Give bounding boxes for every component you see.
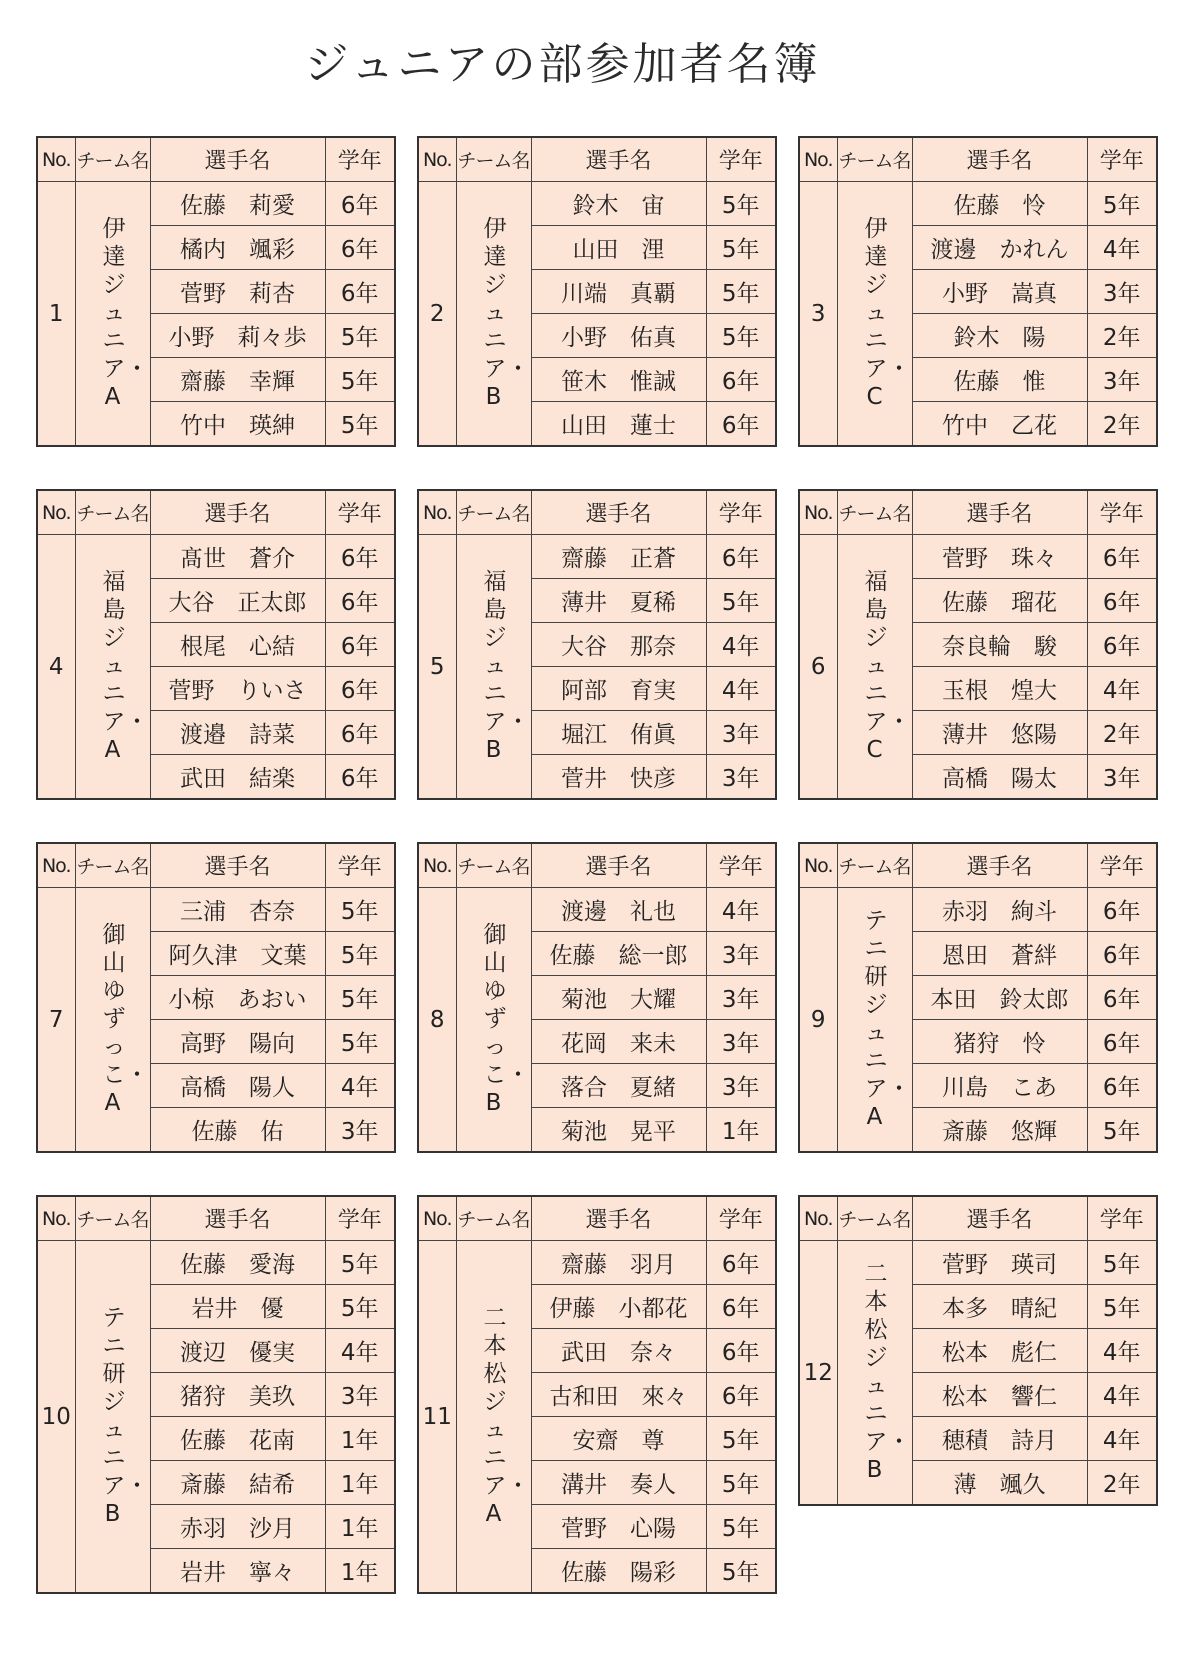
team-name-text: 福島ジュニア・B: [483, 569, 530, 764]
player-grade: 5年: [325, 1020, 395, 1064]
player-row: [799, 182, 1157, 226]
team-number: 11: [418, 1241, 456, 1594]
player-name: 佐藤 怜: [912, 182, 1087, 226]
header-row: [418, 843, 776, 888]
player-grade: 6年: [325, 579, 395, 623]
team-table: [417, 842, 777, 1153]
player-grade: 4年: [706, 667, 776, 711]
player-grade: 5年: [706, 270, 776, 314]
header-row: [799, 1196, 1157, 1241]
player-row: [799, 888, 1157, 932]
player-name: 武田 奈々: [531, 1329, 706, 1373]
player-name: 松本 響仁: [912, 1373, 1087, 1417]
team-name: [75, 888, 150, 1153]
header-no: No.: [37, 843, 75, 888]
player-name: 佐藤 莉愛: [150, 182, 325, 226]
header-team: チーム名: [456, 1196, 531, 1241]
header-team: チーム名: [456, 137, 531, 182]
team-number: 2: [418, 182, 456, 447]
player-name: 渡辺 優実: [150, 1329, 325, 1373]
team-table: [36, 489, 396, 800]
header-grade: 学年: [706, 137, 776, 182]
player-name: 佐藤 陽彩: [531, 1549, 706, 1594]
header-player: 選手名: [531, 490, 706, 535]
team-name: [837, 535, 912, 800]
player-grade: 6年: [1087, 535, 1157, 579]
player-grade: 5年: [325, 888, 395, 932]
player-row: [418, 1241, 776, 1285]
team-table: [36, 842, 396, 1153]
team-name: [837, 182, 912, 447]
player-name: 渡邊 かれん: [912, 226, 1087, 270]
header-player: 選手名: [912, 490, 1087, 535]
player-grade: 6年: [1087, 888, 1157, 932]
team-name-text: 福島ジュニア・C: [864, 569, 911, 764]
team-number: 7: [37, 888, 75, 1153]
player-grade: 6年: [706, 1329, 776, 1373]
player-name: 本田 鈴太郎: [912, 976, 1087, 1020]
team-name-text: 伊達ジュニア・A: [102, 216, 149, 411]
player-name: 赤羽 絢斗: [912, 888, 1087, 932]
player-grade: 3年: [706, 932, 776, 976]
header-row: [37, 843, 395, 888]
header-player: 選手名: [150, 137, 325, 182]
team-name-text: 御山ゆずっこ・A: [102, 922, 149, 1117]
roster-row: [36, 1195, 1166, 1594]
header-team: チーム名: [837, 490, 912, 535]
header-grade: 学年: [1087, 490, 1157, 535]
player-name: 三浦 杏奈: [150, 888, 325, 932]
header-player: 選手名: [531, 1196, 706, 1241]
team-name: [75, 535, 150, 800]
player-name: 齋藤 正蒼: [531, 535, 706, 579]
player-grade: 5年: [706, 579, 776, 623]
header-grade: 学年: [706, 490, 776, 535]
player-grade: 4年: [1087, 1329, 1157, 1373]
player-name: 猪狩 怜: [912, 1020, 1087, 1064]
player-grade: 5年: [325, 932, 395, 976]
header-player: 選手名: [912, 137, 1087, 182]
header-team: チーム名: [456, 490, 531, 535]
player-grade: 3年: [325, 1108, 395, 1153]
player-name: 玉根 煌大: [912, 667, 1087, 711]
player-name: 菊池 晃平: [531, 1108, 706, 1153]
header-player: 選手名: [150, 1196, 325, 1241]
header-row: [418, 1196, 776, 1241]
header-player: 選手名: [150, 490, 325, 535]
header-team: チーム名: [837, 843, 912, 888]
player-name: 笹木 惟誠: [531, 358, 706, 402]
team-number: 1: [37, 182, 75, 447]
player-grade: 6年: [706, 402, 776, 447]
player-grade: 5年: [325, 1241, 395, 1285]
player-name: 堀江 侑眞: [531, 711, 706, 755]
header-row: [799, 137, 1157, 182]
player-name: 竹中 瑛紳: [150, 402, 325, 447]
player-name: 根尾 心結: [150, 623, 325, 667]
player-name: 松本 彪仁: [912, 1329, 1087, 1373]
team-name-text: 伊達ジュニア・C: [864, 216, 911, 411]
player-name: 花岡 来未: [531, 1020, 706, 1064]
player-name: 奈良輪 駿: [912, 623, 1087, 667]
player-grade: 6年: [325, 755, 395, 800]
player-grade: 6年: [706, 535, 776, 579]
player-grade: 3年: [325, 1373, 395, 1417]
player-name: 佐藤 瑠花: [912, 579, 1087, 623]
player-name: 齋藤 羽月: [531, 1241, 706, 1285]
player-name: 阿部 育実: [531, 667, 706, 711]
team-table: [798, 489, 1158, 800]
team-table: [417, 136, 777, 447]
team-table: [798, 842, 1158, 1153]
header-grade: 学年: [706, 1196, 776, 1241]
player-row: [418, 888, 776, 932]
player-grade: 2年: [1087, 402, 1157, 447]
player-name: 渡邉 詩菜: [150, 711, 325, 755]
team-table: [798, 1195, 1158, 1506]
header-player: 選手名: [912, 1196, 1087, 1241]
player-name: 恩田 蒼絆: [912, 932, 1087, 976]
roster-row: [36, 842, 1166, 1153]
player-grade: 4年: [325, 1064, 395, 1108]
player-grade: 6年: [1087, 976, 1157, 1020]
header-grade: 学年: [1087, 137, 1157, 182]
player-name: 佐藤 花南: [150, 1417, 325, 1461]
player-grade: 6年: [325, 667, 395, 711]
header-grade: 学年: [1087, 1196, 1157, 1241]
header-no: No.: [418, 843, 456, 888]
header-team: チーム名: [75, 1196, 150, 1241]
player-name: 武田 結楽: [150, 755, 325, 800]
player-grade: 6年: [706, 358, 776, 402]
player-name: 古和田 來々: [531, 1373, 706, 1417]
player-grade: 3年: [706, 976, 776, 1020]
player-grade: 3年: [706, 755, 776, 800]
player-grade: 1年: [325, 1461, 395, 1505]
player-grade: 1年: [325, 1549, 395, 1594]
player-name: 山田 蓮士: [531, 402, 706, 447]
player-name: 小野 佑真: [531, 314, 706, 358]
player-grade: 6年: [325, 711, 395, 755]
player-grade: 6年: [1087, 1064, 1157, 1108]
player-name: 大谷 正太郎: [150, 579, 325, 623]
player-name: 岩井 優: [150, 1285, 325, 1329]
player-grade: 5年: [1087, 1241, 1157, 1285]
player-name: 菅野 珠々: [912, 535, 1087, 579]
header-no: No.: [37, 490, 75, 535]
player-row: [418, 535, 776, 579]
team-name-text: 福島ジュニア・A: [102, 569, 149, 764]
player-grade: 6年: [325, 623, 395, 667]
team-number: 3: [799, 182, 837, 447]
header-no: No.: [37, 1196, 75, 1241]
player-name: 薄井 悠陽: [912, 711, 1087, 755]
team-name-text: テニ研ジュニア・A: [864, 908, 911, 1131]
team-number: 5: [418, 535, 456, 800]
player-grade: 5年: [325, 976, 395, 1020]
player-name: 阿久津 文葉: [150, 932, 325, 976]
player-grade: 2年: [1087, 711, 1157, 755]
team-name: [837, 1241, 912, 1506]
player-name: 佐藤 総一郎: [531, 932, 706, 976]
team-name-text: 二本松ジュニア・B: [864, 1261, 911, 1484]
player-grade: 4年: [706, 888, 776, 932]
player-name: 竹中 乙花: [912, 402, 1087, 447]
player-grade: 5年: [1087, 1108, 1157, 1153]
player-grade: 2年: [1087, 1461, 1157, 1506]
header-no: No.: [418, 1196, 456, 1241]
team-table: [417, 489, 777, 800]
header-row: [37, 490, 395, 535]
player-name: 髙世 蒼介: [150, 535, 325, 579]
header-no: No.: [799, 843, 837, 888]
player-grade: 6年: [325, 226, 395, 270]
player-grade: 4年: [1087, 1417, 1157, 1461]
header-no: No.: [418, 137, 456, 182]
header-team: チーム名: [837, 1196, 912, 1241]
roster-grid: [36, 136, 1166, 1636]
header-row: [37, 1196, 395, 1241]
team-name: [456, 888, 531, 1153]
player-grade: 4年: [325, 1329, 395, 1373]
header-row: [37, 137, 395, 182]
header-grade: 学年: [1087, 843, 1157, 888]
player-name: 斎藤 結希: [150, 1461, 325, 1505]
player-grade: 6年: [325, 535, 395, 579]
player-name: 落合 夏緒: [531, 1064, 706, 1108]
team-table: [36, 136, 396, 447]
player-grade: 6年: [706, 1373, 776, 1417]
player-name: 菅野 りいさ: [150, 667, 325, 711]
header-team: チーム名: [75, 490, 150, 535]
player-name: 穂積 詩月: [912, 1417, 1087, 1461]
player-grade: 3年: [706, 711, 776, 755]
header-row: [799, 490, 1157, 535]
header-team: チーム名: [75, 137, 150, 182]
player-name: 高橋 陽太: [912, 755, 1087, 800]
team-table: [36, 1195, 396, 1594]
team-name: [837, 888, 912, 1153]
page-title: ジュニアの部参加者名簿: [304, 39, 821, 90]
player-grade: 6年: [706, 1285, 776, 1329]
roster-row: [36, 489, 1166, 800]
player-grade: 5年: [1087, 1285, 1157, 1329]
player-grade: 5年: [706, 314, 776, 358]
player-name: 川端 真覇: [531, 270, 706, 314]
team-name-text: テニ研ジュニア・B: [102, 1305, 149, 1528]
player-row: [799, 535, 1157, 579]
player-name: 鈴木 宙: [531, 182, 706, 226]
header-no: No.: [799, 490, 837, 535]
player-row: [37, 535, 395, 579]
player-grade: 5年: [325, 402, 395, 447]
header-grade: 学年: [325, 490, 395, 535]
player-grade: 5年: [1087, 182, 1157, 226]
player-name: 渡邊 礼也: [531, 888, 706, 932]
header-no: No.: [799, 137, 837, 182]
team-name: [456, 182, 531, 447]
team-number: 10: [37, 1241, 75, 1594]
player-name: 伊藤 小都花: [531, 1285, 706, 1329]
header-no: No.: [418, 490, 456, 535]
player-name: 小椋 あおい: [150, 976, 325, 1020]
player-grade: 3年: [706, 1020, 776, 1064]
player-grade: 1年: [706, 1108, 776, 1153]
team-table: [417, 1195, 777, 1594]
player-grade: 6年: [1087, 1020, 1157, 1064]
player-name: 斎藤 悠輝: [912, 1108, 1087, 1153]
player-row: [418, 182, 776, 226]
roster-row: [36, 136, 1166, 447]
player-row: [37, 888, 395, 932]
header-grade: 学年: [706, 843, 776, 888]
player-grade: 4年: [1087, 667, 1157, 711]
player-name: 本多 晴紀: [912, 1285, 1087, 1329]
player-grade: 2年: [1087, 314, 1157, 358]
player-name: 薄井 夏稀: [531, 579, 706, 623]
player-name: 齋藤 幸輝: [150, 358, 325, 402]
player-grade: 4年: [1087, 226, 1157, 270]
team-name: [456, 535, 531, 800]
player-name: 佐藤 愛海: [150, 1241, 325, 1285]
team-name-text: 御山ゆずっこ・B: [483, 922, 530, 1117]
header-row: [418, 490, 776, 535]
player-name: 菊池 大耀: [531, 976, 706, 1020]
player-grade: 5年: [706, 1461, 776, 1505]
header-player: 選手名: [912, 843, 1087, 888]
player-name: 菅野 莉杏: [150, 270, 325, 314]
player-grade: 6年: [1087, 932, 1157, 976]
team-number: 9: [799, 888, 837, 1153]
header-team: チーム名: [837, 137, 912, 182]
player-name: 大谷 那奈: [531, 623, 706, 667]
player-grade: 5年: [706, 182, 776, 226]
header-no: No.: [37, 137, 75, 182]
player-name: 橘内 颯彩: [150, 226, 325, 270]
player-name: 佐藤 惟: [912, 358, 1087, 402]
player-grade: 5年: [325, 358, 395, 402]
team-name-text: 伊達ジュニア・B: [483, 216, 530, 411]
header-player: 選手名: [531, 843, 706, 888]
team-number: 8: [418, 888, 456, 1153]
player-name: 高野 陽向: [150, 1020, 325, 1064]
player-name: 小野 莉々歩: [150, 314, 325, 358]
player-grade: 6年: [1087, 579, 1157, 623]
header-team: チーム名: [75, 843, 150, 888]
player-name: 高橋 陽人: [150, 1064, 325, 1108]
player-grade: 4年: [1087, 1373, 1157, 1417]
header-grade: 学年: [325, 137, 395, 182]
player-name: 川島 こあ: [912, 1064, 1087, 1108]
player-name: 小野 嵩真: [912, 270, 1087, 314]
player-grade: 3年: [1087, 358, 1157, 402]
player-grade: 5年: [325, 1285, 395, 1329]
player-name: 菅井 快彦: [531, 755, 706, 800]
team-table: [798, 136, 1158, 447]
player-name: 安齋 尊: [531, 1417, 706, 1461]
player-grade: 5年: [325, 314, 395, 358]
player-grade: 6年: [706, 1241, 776, 1285]
header-row: [799, 843, 1157, 888]
player-name: 猪狩 美玖: [150, 1373, 325, 1417]
player-grade: 3年: [1087, 270, 1157, 314]
player-grade: 5年: [706, 1417, 776, 1461]
player-grade: 4年: [706, 623, 776, 667]
player-name: 溝井 奏人: [531, 1461, 706, 1505]
player-name: 山田 浬: [531, 226, 706, 270]
player-name: 菅野 瑛司: [912, 1241, 1087, 1285]
player-grade: 6年: [1087, 623, 1157, 667]
team-name-text: 二本松ジュニア・A: [483, 1305, 530, 1528]
player-grade: 3年: [1087, 755, 1157, 800]
team-name: [75, 1241, 150, 1594]
player-grade: 5年: [706, 1549, 776, 1594]
player-row: [37, 182, 395, 226]
player-grade: 3年: [706, 1064, 776, 1108]
team-number: 6: [799, 535, 837, 800]
player-grade: 5年: [706, 1505, 776, 1549]
player-name: 岩井 寧々: [150, 1549, 325, 1594]
header-no: No.: [799, 1196, 837, 1241]
team-name: [456, 1241, 531, 1594]
player-grade: 1年: [325, 1505, 395, 1549]
team-name: [75, 182, 150, 447]
player-name: 赤羽 沙月: [150, 1505, 325, 1549]
team-number: 4: [37, 535, 75, 800]
player-grade: 5年: [706, 226, 776, 270]
player-name: 薄 颯久: [912, 1461, 1087, 1506]
player-grade: 6年: [325, 182, 395, 226]
header-grade: 学年: [325, 843, 395, 888]
player-row: [799, 1241, 1157, 1285]
header-team: チーム名: [456, 843, 531, 888]
player-name: 菅野 心陽: [531, 1505, 706, 1549]
player-name: 鈴木 陽: [912, 314, 1087, 358]
header-player: 選手名: [531, 137, 706, 182]
player-grade: 1年: [325, 1417, 395, 1461]
player-name: 佐藤 佑: [150, 1108, 325, 1153]
header-player: 選手名: [150, 843, 325, 888]
player-grade: 6年: [325, 270, 395, 314]
header-grade: 学年: [325, 1196, 395, 1241]
team-number: 12: [799, 1241, 837, 1506]
player-row: [37, 1241, 395, 1285]
header-row: [418, 137, 776, 182]
